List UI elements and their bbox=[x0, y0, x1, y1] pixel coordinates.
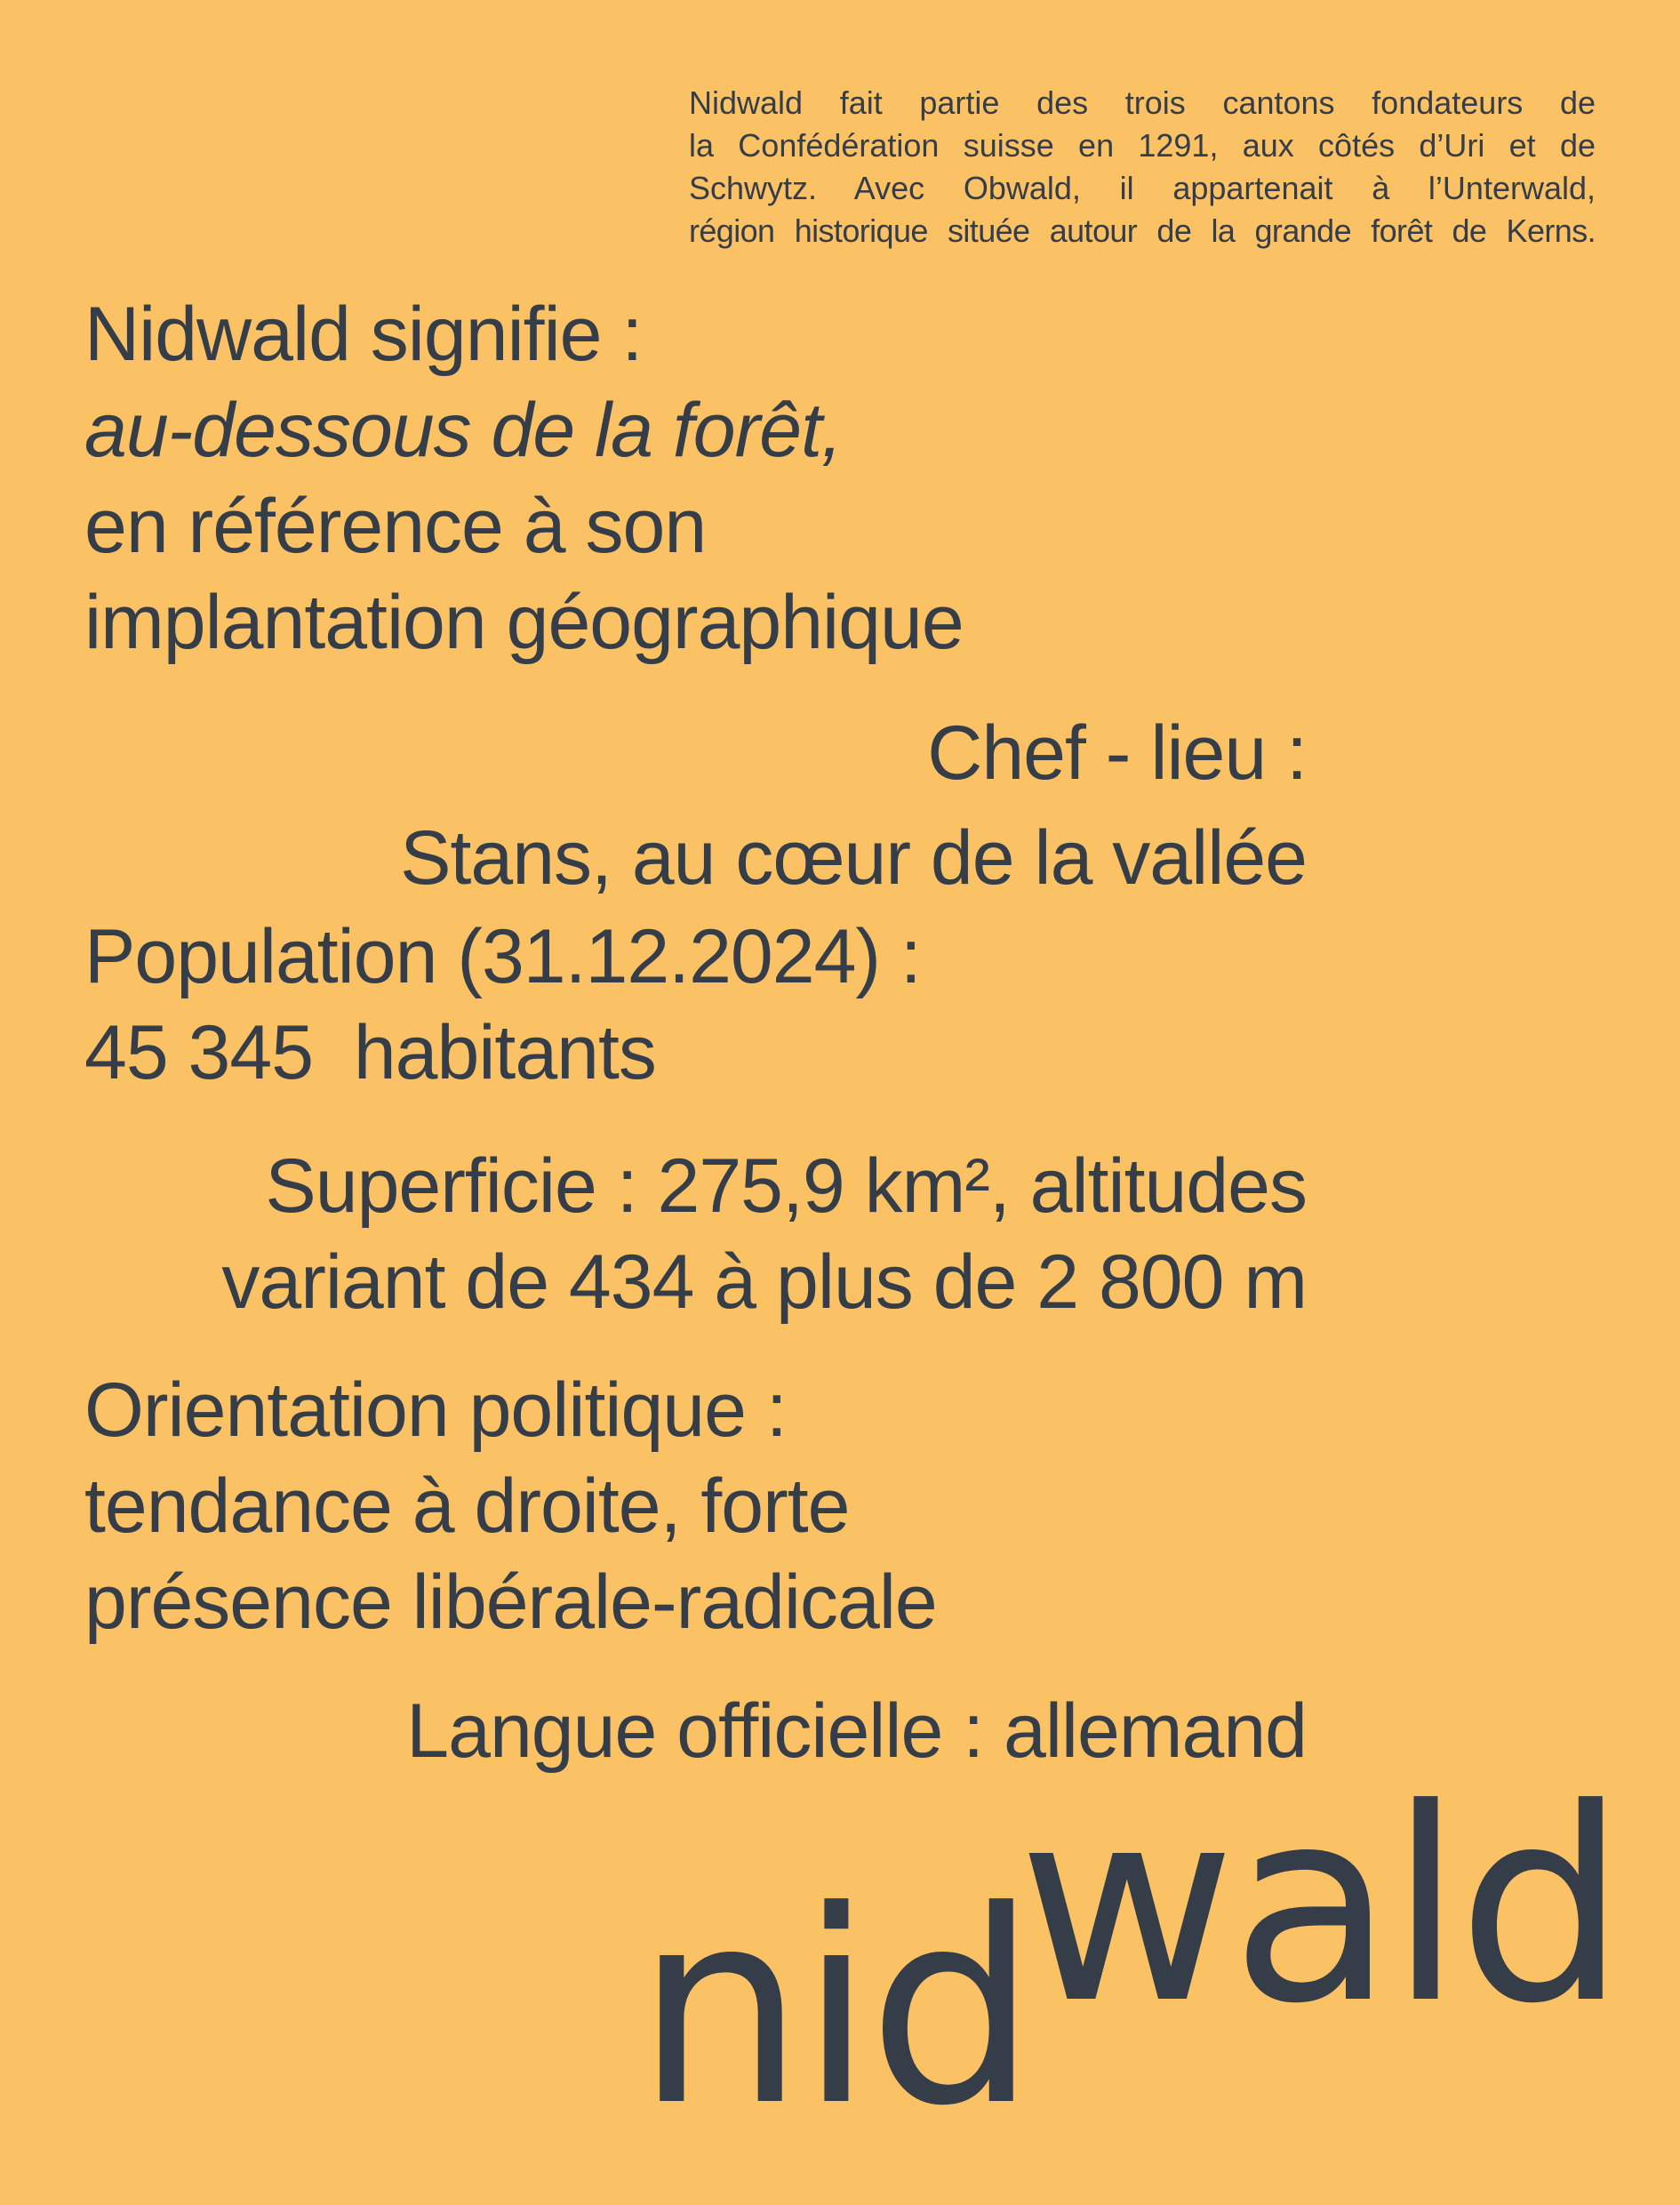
population-value: 45 345 habitants bbox=[84, 1010, 656, 1095]
intro-line: Nidwald fait partie des trois cantons fondateurs de bbox=[689, 84, 1596, 121]
superficie-block bbox=[84, 1138, 1307, 1330]
orientation-line: présence libérale-radicale bbox=[84, 1560, 937, 1645]
meaning-line: en référence à son bbox=[84, 484, 707, 569]
meaning-heading: Nidwald signifie : bbox=[84, 292, 643, 377]
chef-lieu-label: Chef - lieu : bbox=[927, 710, 1307, 796]
langue-text: Langue officielle : allemand bbox=[406, 1688, 1307, 1774]
orientation-heading: Orientation politique : bbox=[84, 1367, 787, 1453]
intro-paragraph bbox=[689, 82, 1596, 253]
superficie-line: variant de 434 à plus de 2 800 m bbox=[221, 1239, 1307, 1325]
chef-lieu-block bbox=[84, 705, 1307, 906]
chef-lieu-value: Stans, au cœur de la vallée bbox=[400, 815, 1307, 901]
orientation-line: tendance à droite, forte bbox=[84, 1463, 850, 1549]
meaning-block bbox=[84, 286, 1307, 670]
wordmark-nid: nid bbox=[636, 1854, 1032, 2164]
meaning-italic: au-dessous de la forêt, bbox=[84, 388, 842, 473]
nidwald-wordmark bbox=[636, 1752, 1621, 2164]
population-block bbox=[84, 909, 1307, 1101]
superficie-line: Superficie : 275,9 km², altitudes bbox=[265, 1143, 1307, 1229]
population-label: Population (31.12.2024) : bbox=[84, 914, 921, 999]
meaning-line: implantation géographique bbox=[84, 580, 964, 665]
intro-line: la Confédération suisse en 1291, aux côtés d’Uri et de bbox=[689, 127, 1596, 164]
intro-line: région historique située autour de la grande forêt de Kerns. bbox=[689, 212, 1596, 249]
wordmark-wald: wald bbox=[1018, 1752, 1621, 2062]
intro-line: Schwytz. Avec Obwald, il appartenait à l’Unterwald, bbox=[689, 170, 1596, 206]
orientation-block bbox=[84, 1362, 1307, 1650]
